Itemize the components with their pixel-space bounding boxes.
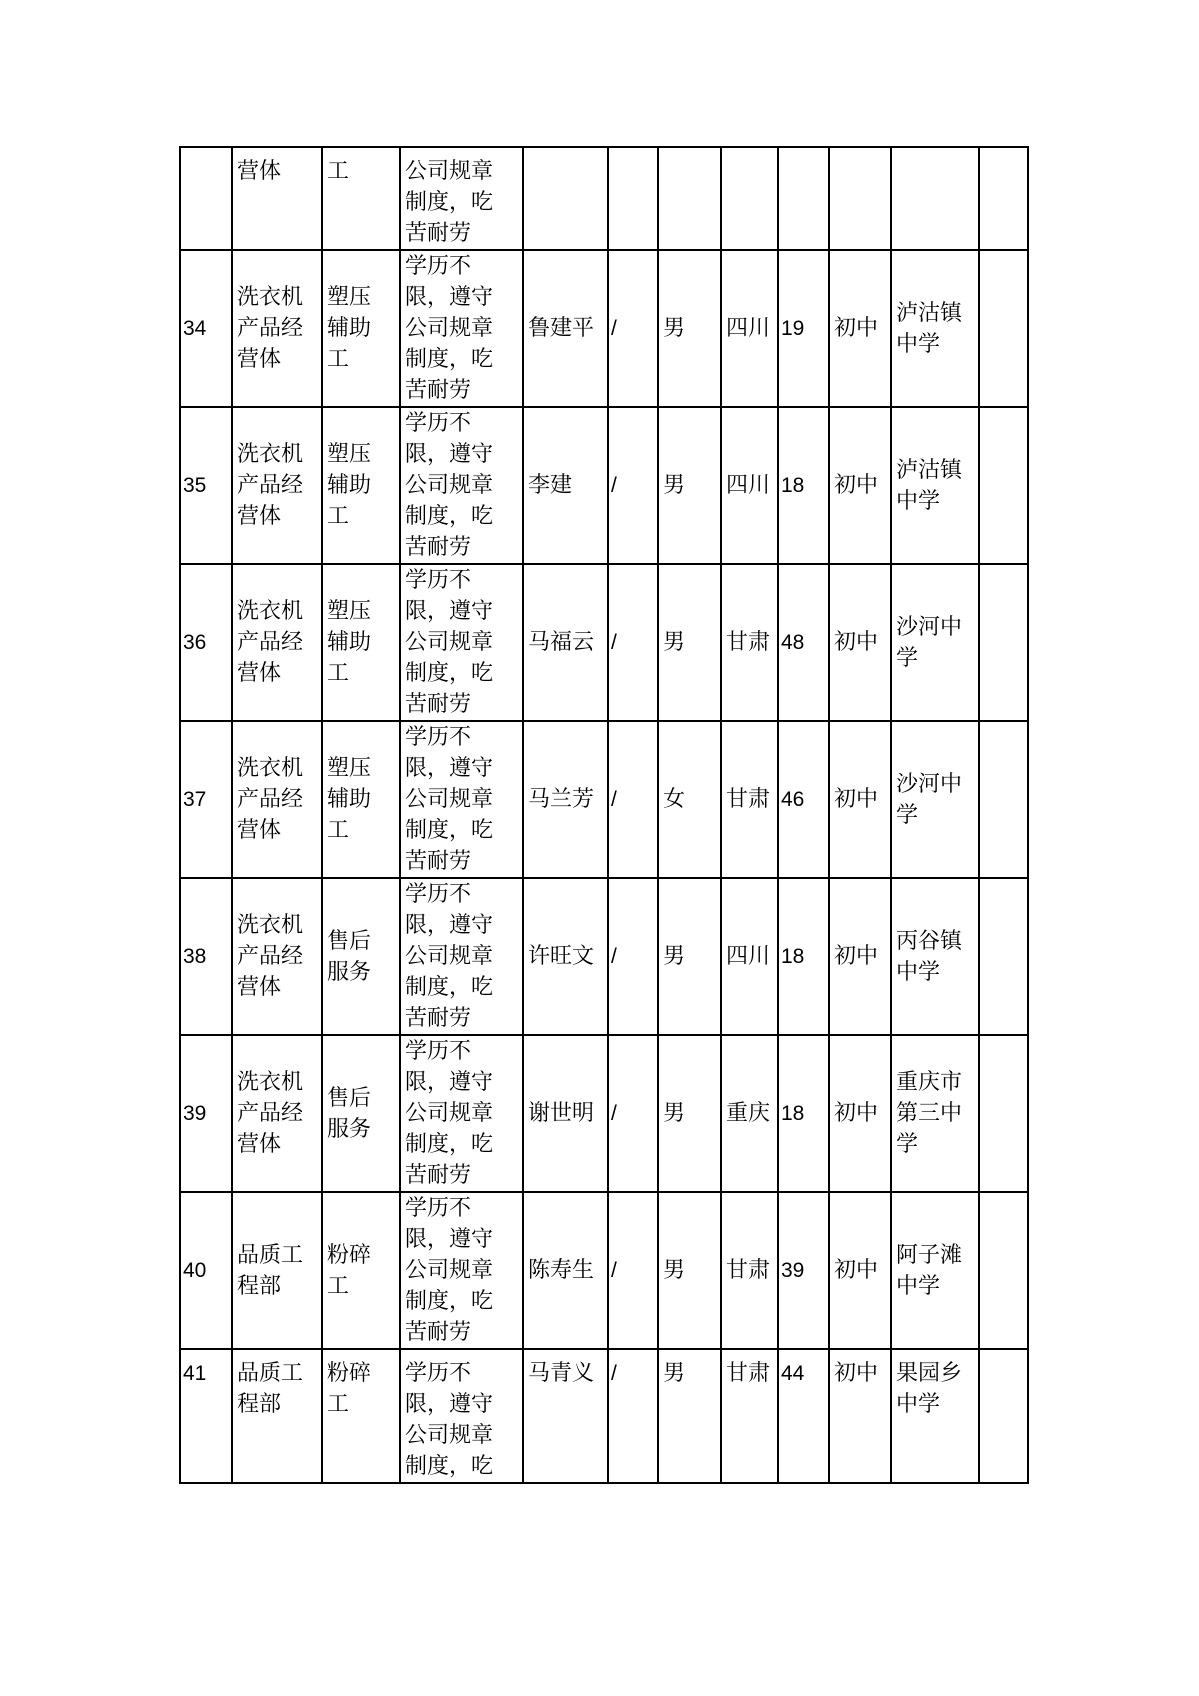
cell-department-line: 洗衣机 xyxy=(237,599,304,624)
cell-school-line: 中学 xyxy=(896,488,941,514)
cell-position-line: 售后 xyxy=(327,928,372,954)
table-row xyxy=(180,1192,1028,1349)
cell-no: 39 xyxy=(180,1035,232,1192)
cell-position-line: 工 xyxy=(327,661,350,686)
cell-school-line: 中学 xyxy=(896,1392,941,1417)
cell-requirement xyxy=(400,878,523,1035)
cell-requirement-line: 苦耐劳 xyxy=(405,221,472,246)
cell-name: 马福云 xyxy=(523,564,608,721)
cell-position xyxy=(322,564,400,721)
cell-requirement-line: 限，遵守 xyxy=(405,1392,494,1417)
cell-requirement-line: 学历不 xyxy=(405,254,472,279)
cell-requirement xyxy=(400,1349,523,1483)
cell-requirement-line: 限，遵守 xyxy=(405,442,494,467)
cell-department xyxy=(232,564,322,721)
cell-department-line: 营体 xyxy=(237,975,282,1000)
cell-requirement-line: 公司规章 xyxy=(405,944,494,969)
cell-no: 38 xyxy=(180,878,232,1035)
cell-gender: 男 xyxy=(658,878,721,1035)
cell-department xyxy=(232,250,322,407)
cell-requirement-line: 限，遵守 xyxy=(405,756,494,781)
cell-department-line: 程部 xyxy=(237,1273,282,1299)
cell-position xyxy=(322,250,400,407)
cell-department-line: 营体 xyxy=(237,818,282,843)
cell-requirement-line: 公司规章 xyxy=(405,473,494,498)
cell-department xyxy=(232,147,322,250)
cell-department-line: 营体 xyxy=(237,1132,282,1157)
cell-age xyxy=(778,147,829,250)
cell-requirement-line: 公司规章 xyxy=(405,630,494,655)
cell-school-line: 第三中 xyxy=(896,1101,963,1126)
cell-requirement-line: 制度，吃 xyxy=(405,975,494,1000)
cell-requirement-line: 制度，吃 xyxy=(405,1454,494,1479)
cell-gender: 男 xyxy=(658,1192,721,1349)
cell-school xyxy=(891,250,979,407)
cell-no: 37 xyxy=(180,721,232,878)
cell-extra xyxy=(979,147,1028,250)
cell-department-line: 营体 xyxy=(237,159,282,184)
cell-name: 许旺文 xyxy=(523,878,608,1035)
cell-age: 39 xyxy=(778,1192,829,1349)
cell-position-line: 粉碎 xyxy=(327,1242,372,1268)
cell-position-line: 工 xyxy=(327,159,350,184)
cell-position-line: 工 xyxy=(327,347,350,372)
cell-age: 18 xyxy=(778,878,829,1035)
cell-requirement-line: 学历不 xyxy=(405,882,472,907)
cell-school-line: 学 xyxy=(896,1132,919,1157)
cell-requirement-line: 制度，吃 xyxy=(405,1289,494,1314)
cell-requirement-line: 苦耐劳 xyxy=(405,1163,472,1188)
cell-position-line: 塑压 xyxy=(327,599,372,624)
cell-department xyxy=(232,1349,322,1483)
cell-department xyxy=(232,721,322,878)
cell-name: 马青义 xyxy=(523,1349,608,1483)
cell-age: 44 xyxy=(778,1349,829,1483)
cell-education: 初中 xyxy=(829,1035,891,1192)
cell-id: / xyxy=(608,407,658,564)
cell-department-line: 产品经 xyxy=(237,630,304,655)
table-row xyxy=(180,407,1028,564)
cell-school-line: 重庆市 xyxy=(896,1070,963,1095)
cell-department-line: 洗衣机 xyxy=(237,1070,304,1095)
cell-origin: 甘肃 xyxy=(721,564,778,721)
cell-position xyxy=(322,878,400,1035)
cell-education: 初中 xyxy=(829,878,891,1035)
cell-origin: 四川 xyxy=(721,250,778,407)
cell-requirement xyxy=(400,407,523,564)
cell-position-line: 工 xyxy=(327,504,350,529)
table-row xyxy=(180,1349,1028,1483)
cell-education xyxy=(829,147,891,250)
cell-school-line: 中学 xyxy=(896,1273,941,1299)
cell-school xyxy=(891,1192,979,1349)
cell-department-line: 洗衣机 xyxy=(237,442,304,467)
cell-department-line: 洗衣机 xyxy=(237,756,304,781)
cell-origin xyxy=(721,147,778,250)
cell-requirement-line: 限，遵守 xyxy=(405,913,494,938)
cell-department-line: 洗衣机 xyxy=(237,285,304,310)
cell-origin: 甘肃 xyxy=(721,721,778,878)
cell-requirement xyxy=(400,147,523,250)
cell-school xyxy=(891,564,979,721)
cell-name: 李建 xyxy=(523,407,608,564)
cell-requirement-line: 限，遵守 xyxy=(405,1070,494,1095)
cell-department-line: 洗衣机 xyxy=(237,913,304,938)
table-body xyxy=(180,147,1028,1483)
cell-position-line: 服务 xyxy=(327,1116,372,1142)
cell-gender: 男 xyxy=(658,250,721,407)
cell-no: 36 xyxy=(180,564,232,721)
cell-department-line: 营体 xyxy=(237,347,282,372)
cell-gender: 男 xyxy=(658,1349,721,1483)
cell-requirement-line: 苦耐劳 xyxy=(405,1006,472,1031)
cell-requirement-line: 学历不 xyxy=(405,1196,472,1221)
cell-id: / xyxy=(608,564,658,721)
cell-requirement xyxy=(400,1192,523,1349)
cell-education: 初中 xyxy=(829,564,891,721)
cell-department xyxy=(232,1035,322,1192)
cell-requirement-line: 制度，吃 xyxy=(405,504,494,529)
cell-position-line: 辅助 xyxy=(327,630,372,655)
cell-name: 谢世明 xyxy=(523,1035,608,1192)
cell-position xyxy=(322,1192,400,1349)
cell-department-line: 产品经 xyxy=(237,473,304,498)
cell-requirement-line: 苦耐劳 xyxy=(405,535,472,560)
cell-education: 初中 xyxy=(829,1192,891,1349)
cell-school-line: 果园乡 xyxy=(896,1361,963,1386)
cell-id: / xyxy=(608,1035,658,1192)
cell-education: 初中 xyxy=(829,721,891,878)
cell-name: 陈寿生 xyxy=(523,1192,608,1349)
cell-department xyxy=(232,878,322,1035)
cell-school xyxy=(891,407,979,564)
cell-requirement xyxy=(400,1035,523,1192)
cell-position xyxy=(322,147,400,250)
cell-school-line: 阿子滩 xyxy=(896,1242,963,1268)
cell-department-line: 产品经 xyxy=(237,944,304,969)
cell-extra xyxy=(979,407,1028,564)
cell-requirement-line: 限，遵守 xyxy=(405,599,494,624)
cell-requirement-line: 公司规章 xyxy=(405,316,494,341)
cell-requirement-line: 苦耐劳 xyxy=(405,1320,472,1345)
cell-education: 初中 xyxy=(829,250,891,407)
cell-education: 初中 xyxy=(829,407,891,564)
cell-age: 46 xyxy=(778,721,829,878)
cell-department-line: 营体 xyxy=(237,504,282,529)
cell-position-line: 服务 xyxy=(327,959,372,985)
cell-no: 35 xyxy=(180,407,232,564)
cell-age: 19 xyxy=(778,250,829,407)
cell-gender: 男 xyxy=(658,407,721,564)
cell-requirement xyxy=(400,250,523,407)
cell-requirement-line: 公司规章 xyxy=(405,787,494,812)
cell-education: 初中 xyxy=(829,1349,891,1483)
cell-id: / xyxy=(608,878,658,1035)
cell-department xyxy=(232,1192,322,1349)
cell-school-line: 泸沽镇 xyxy=(896,300,963,326)
table-row xyxy=(180,564,1028,721)
cell-requirement-line: 苦耐劳 xyxy=(405,849,472,874)
cell-requirement-line: 限，遵守 xyxy=(405,1227,494,1252)
cell-origin: 甘肃 xyxy=(721,1349,778,1483)
table-row xyxy=(180,250,1028,407)
cell-name: 鲁建平 xyxy=(523,250,608,407)
cell-requirement-line: 制度，吃 xyxy=(405,818,494,843)
cell-name: 马兰芳 xyxy=(523,721,608,878)
cell-position xyxy=(322,1035,400,1192)
cell-position-line: 工 xyxy=(327,818,350,843)
cell-position-line: 塑压 xyxy=(327,285,372,310)
cell-school-line: 沙河中 xyxy=(896,614,963,640)
cell-school-line: 泸沽镇 xyxy=(896,457,963,483)
cell-department-line: 产品经 xyxy=(237,1101,304,1126)
cell-requirement-line: 学历不 xyxy=(405,568,472,593)
cell-position-line: 工 xyxy=(327,1392,350,1417)
cell-gender: 男 xyxy=(658,1035,721,1192)
cell-requirement-line: 学历不 xyxy=(405,411,472,436)
cell-requirement-line: 公司规章 xyxy=(405,159,494,184)
cell-school-line: 沙河中 xyxy=(896,771,963,797)
cell-gender: 女 xyxy=(658,721,721,878)
cell-requirement-line: 限，遵守 xyxy=(405,285,494,310)
cell-school-line: 学 xyxy=(896,802,919,828)
cell-department-line: 营体 xyxy=(237,661,282,686)
cell-id: / xyxy=(608,721,658,878)
cell-requirement xyxy=(400,564,523,721)
table-row xyxy=(180,721,1028,878)
cell-position-line: 粉碎 xyxy=(327,1361,372,1386)
cell-department xyxy=(232,407,322,564)
cell-position xyxy=(322,407,400,564)
cell-position-line: 塑压 xyxy=(327,442,372,467)
cell-school-line: 中学 xyxy=(896,959,941,985)
cell-extra xyxy=(979,878,1028,1035)
cell-id: / xyxy=(608,250,658,407)
cell-requirement-line: 公司规章 xyxy=(405,1423,494,1448)
cell-no: 40 xyxy=(180,1192,232,1349)
cell-age: 18 xyxy=(778,407,829,564)
cell-position xyxy=(322,1349,400,1483)
cell-department-line: 产品经 xyxy=(237,787,304,812)
cell-extra xyxy=(979,1192,1028,1349)
cell-department-line: 程部 xyxy=(237,1392,282,1417)
cell-position xyxy=(322,721,400,878)
cell-school-line: 丙谷镇 xyxy=(896,928,963,954)
cell-requirement-line: 学历不 xyxy=(405,725,472,750)
table-row xyxy=(180,147,1028,250)
cell-id: / xyxy=(608,1349,658,1483)
cell-extra xyxy=(979,721,1028,878)
cell-origin: 甘肃 xyxy=(721,1192,778,1349)
cell-name xyxy=(523,147,608,250)
cell-gender: 男 xyxy=(658,564,721,721)
cell-position-line: 辅助 xyxy=(327,473,372,498)
cell-requirement-line: 苦耐劳 xyxy=(405,692,472,717)
cell-position-line: 售后 xyxy=(327,1085,372,1111)
cell-school xyxy=(891,878,979,1035)
cell-school xyxy=(891,1349,979,1483)
cell-requirement-line: 学历不 xyxy=(405,1039,472,1064)
cell-extra xyxy=(979,1035,1028,1192)
table-row xyxy=(180,878,1028,1035)
cell-position-line: 塑压 xyxy=(327,756,372,781)
cell-requirement-line: 公司规章 xyxy=(405,1258,494,1283)
cell-extra xyxy=(979,564,1028,721)
cell-age: 48 xyxy=(778,564,829,721)
cell-origin: 四川 xyxy=(721,878,778,1035)
cell-origin: 重庆 xyxy=(721,1035,778,1192)
cell-department-line: 产品经 xyxy=(237,316,304,341)
cell-requirement-line: 制度，吃 xyxy=(405,347,494,372)
cell-requirement-line: 公司规章 xyxy=(405,1101,494,1126)
cell-position-line: 工 xyxy=(327,1273,350,1299)
cell-school xyxy=(891,147,979,250)
cell-position-line: 辅助 xyxy=(327,787,372,812)
cell-no: 41 xyxy=(180,1349,232,1483)
cell-requirement-line: 学历不 xyxy=(405,1361,472,1386)
cell-school-line: 学 xyxy=(896,645,919,671)
cell-requirement-line: 制度，吃 xyxy=(405,1132,494,1157)
cell-requirement xyxy=(400,721,523,878)
cell-school xyxy=(891,721,979,878)
cell-origin: 四川 xyxy=(721,407,778,564)
cell-age: 18 xyxy=(778,1035,829,1192)
cell-no: 34 xyxy=(180,250,232,407)
cell-id: / xyxy=(608,1192,658,1349)
cell-department-line: 品质工 xyxy=(237,1242,304,1268)
employee-table xyxy=(179,146,1029,1484)
cell-position-line: 辅助 xyxy=(327,316,372,341)
cell-school xyxy=(891,1035,979,1192)
cell-requirement-line: 苦耐劳 xyxy=(405,378,472,403)
cell-id xyxy=(608,147,658,250)
cell-school-line: 中学 xyxy=(896,331,941,357)
cell-extra xyxy=(979,250,1028,407)
cell-gender xyxy=(658,147,721,250)
table-row xyxy=(180,1035,1028,1192)
cell-department-line: 品质工 xyxy=(237,1361,304,1386)
cell-extra xyxy=(979,1349,1028,1483)
cell-no xyxy=(180,147,232,250)
cell-requirement-line: 制度，吃 xyxy=(405,190,494,215)
cell-requirement-line: 制度，吃 xyxy=(405,661,494,686)
